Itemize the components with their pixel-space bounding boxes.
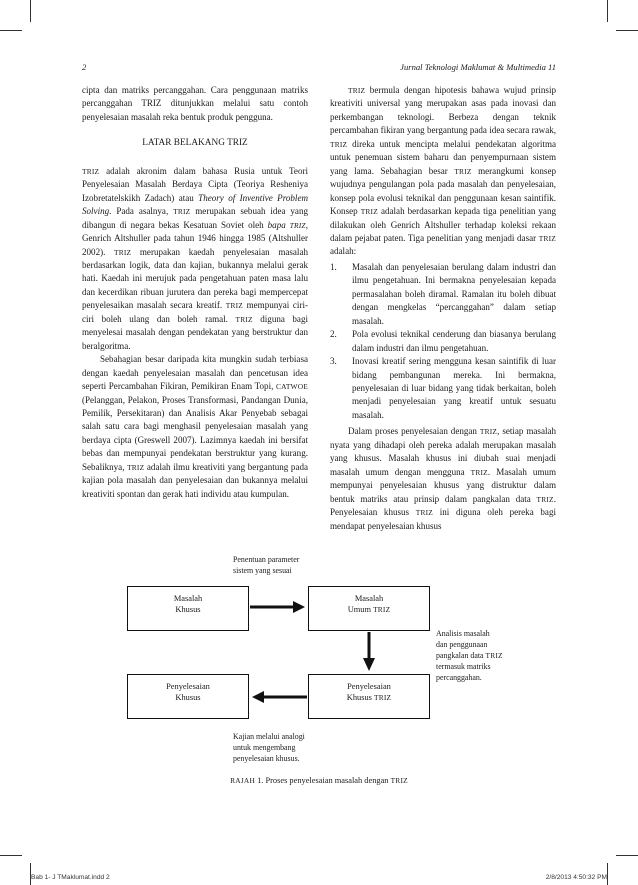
note-analisis: [436, 628, 503, 683]
intro-paragraph: cipta dan matriks percanggahan. Cara penggunaan matriks percanggahan TRIZ ditunjukkan melalui satu contoh penyelesaian masalah reka bentuk produk pengguna.: [82, 85, 308, 122]
acronym: TRIZ: [235, 314, 253, 324]
text-run: , setiap masalah nyata yang dihadapi oleh pereka adalah merupakan masalah yang khusus. Masalah khusus ini diubah suai menjadi masalah umum dengan mengguna: [330, 426, 557, 477]
acronym: TRIZ: [330, 139, 348, 149]
text-run: merangkumi konsep wujudnya pengulangan pola pada masalah dan penyelesaian, konsep pola evolusi teknikal dan penggunaan kesan saintifik. Konsep: [330, 165, 556, 217]
text-run: . Masalah umum mempunyai penyelesaian khusus yang distruktur dalam bentuk matriks atau prinsip dalam pangkalan data: [330, 466, 556, 504]
note-line: dan penggunaan: [436, 640, 488, 649]
arrow-down: [363, 632, 375, 671]
figure-caption: [0, 776, 638, 785]
text-run: adalah akronim dalam bahasa Rusia untuk Teori Penyelesaian Masalah Berdaya Cipta (Teoriya Resheniya Izobretatelskikh Zadach) atau: [82, 165, 308, 203]
acronym: TRIZ: [173, 207, 191, 217]
acronym: TRIZ: [82, 166, 100, 176]
slug-filename: Bab 1- J TMaklumat.indd 2: [31, 874, 110, 881]
text-run: mempunyai ciri-ciri boleh ulang dan boleh ramal.: [82, 300, 308, 324]
box-line: Penyelesaian: [347, 682, 391, 691]
note-kajian: [233, 731, 305, 764]
text-run: bapa: [267, 219, 286, 230]
box-line: Masalah: [354, 594, 384, 603]
box-line: Khusus: [175, 693, 201, 702]
section-heading: LATAR BELAKANG TRIZ: [142, 138, 248, 149]
note-line: termasuk matriks: [436, 662, 491, 671]
text-run: , Genrich Altshuller pada tahun 1946 hingga 1985 (Altshuller 2002).: [82, 219, 308, 257]
acronym: TRIZ: [536, 494, 554, 504]
acronym: TRIZ: [225, 301, 243, 311]
acronym: TRIZ: [374, 693, 392, 702]
acronym: TRIZ: [479, 427, 498, 437]
text-run: direka untuk mencipta melalui pendekatan algoritma untuk penemuan sistem baharu dan penyempurnaan sistem yang lama. Sebahagian besar: [330, 138, 556, 176]
list-text: Inovasi kreatif sering mengguna kesan saintifik di luar bidang pembangunan mereka. Ini bermakna, penyelesaian di luar bidang yang tidak berkaitan, boleh menjadi penyelesaian yang kreatif untuk sesuatu masalah.: [352, 356, 556, 420]
text-run: Theory of Inventive Problem Solving: [82, 192, 308, 217]
page-number: 2: [82, 62, 87, 72]
note-line: [436, 650, 503, 661]
acronym: TRIZ: [415, 508, 434, 518]
text-run: merupakan kaedah penyelesaian masalah berdasarkan logik, data dan kajian, bukannya melalui gerak hati. Kaedah ini merujuk pada pengetahuan paten masa lalu dan kecerdikan ribuan jurutera dan pereka bagi mempercepat penyelesaikan masalah secara kreatif.: [82, 246, 308, 311]
list-text: Masalah dan penyelesaian berulang dalam industri dan ilmu pengetahuan. Ini bermakna penyelesaian kepada permasalahan boleh diramal. Ramalan itu boleh dibuat dengan mengkelas “percanggahan” dalam setiap masalah.: [352, 261, 556, 326]
text-run: . Penyelesaian khusus: [330, 493, 556, 518]
list-number: 2.: [330, 329, 337, 340]
acronym: TRIZ: [289, 220, 306, 230]
acronym: TRIZ: [470, 467, 488, 477]
text-run: bermula dengan hipotesis bahawa wujud prinsip kreativiti universal yang merupakan asas pada inovasi dan perkembangan teknologi. Berbeza dengan teknik percambahan fikiran yang bergantung pada idea secara rawak,: [330, 85, 556, 136]
list-number: 3.: [330, 356, 337, 367]
text-run: . Pada asalnya,: [109, 206, 174, 217]
text-run: adalah:: [330, 246, 357, 257]
text-run: 1. Proses penyelesaian masalah dengan: [255, 776, 391, 785]
box-line: Khusus: [175, 605, 201, 614]
text-run: Sebahagian besar daripada kita mungkin sudah terbiasa dengan kaedah penyelesaian masalah dan pencetusan idea seperti Percambahan Fikiran, Pemikiran Enam Topi,: [82, 354, 308, 392]
text-run: pangkalan data: [436, 651, 486, 660]
acronym: TRIZ: [373, 605, 391, 614]
acronym: TRIZ: [348, 86, 366, 95]
acronym: CATWOE: [276, 382, 308, 392]
note-line: Kajian melalui analogi: [233, 732, 305, 741]
note-line: percanggahan.: [436, 673, 482, 682]
slug-datetime: 2/8/2013 4:50:32 PM: [545, 874, 607, 881]
text-run: merupakan sebuah idea yang dibangun di negara bekas Kesatuan Soviet oleh: [82, 206, 308, 230]
list-number: 1.: [330, 261, 337, 272]
box-line: Penyelesaian: [166, 682, 210, 691]
note-line: penyelesaian khusus.: [233, 754, 300, 763]
note-line: Penentuan parameter: [233, 555, 300, 564]
arrow-right: [250, 601, 305, 613]
text-run: ini diguna oleh pereka bagi mendapat penyelesaian khusus: [330, 507, 556, 531]
acronym: TRIZ: [454, 166, 472, 176]
box-line: Masalah: [173, 594, 203, 603]
acronym: TRIZ: [114, 247, 132, 257]
text-run: Khusus: [346, 693, 374, 702]
text-run: adalah ilmu kreativiti yang bergantung pada kajian pola masalah dan penyelesaian dan bukannya melalui kreativiti spontan dan gerak hati individu atau kumpulan.: [82, 461, 308, 499]
text-run: Dalam proses penyelesaian dengan: [348, 426, 480, 437]
text-run: diguna bagi menyelesai masalah dengan pendekatan yang berstruktur dan beralgoritma.: [82, 313, 308, 351]
text-run: Umum: [347, 605, 374, 614]
acronym: RAJAH: [230, 776, 255, 785]
acronym: TRIZ: [127, 462, 145, 472]
acronym: TRIZ: [485, 651, 503, 660]
note-line: untuk mengembang: [233, 743, 296, 752]
arrow-left: [252, 691, 307, 703]
acronym: TRIZ: [360, 207, 378, 217]
acronym: TRIZ: [390, 776, 408, 785]
journal-title: Jurnal Teknologi Maklumat & Multimedia 11: [400, 62, 556, 72]
text-run: adalah berdasarkan kepada tiga penelitian yang dilakukan oleh Genrich Altshuller terhadap koleksi rekaan dalam pejabat paten. Tiga penelitian yang menjadi dasar: [330, 206, 556, 243]
note-line: Analisis masalah: [436, 629, 490, 638]
note-line: sistem yang sesuai: [233, 566, 292, 575]
acronym: TRIZ: [538, 233, 556, 243]
list-text: Pola evolusi teknikal cenderung dan biasanya berulang dalam industri dan ilmu pengetahuan.: [352, 329, 556, 353]
text-run: (Pelanggan, Pelakon, Proses Transformasi, Pandangan Dunia, Pemilik, Persekitaran) dan Analisis Akar Penyebab sebagai salah satu cara bagi menghasil penyelesaian masalah yang berdaya cipta (Greswell 2007). Lazimnya kaedah ini bersifat bebas dan mempunyai pendekatan berstruktur yang kurang. Sebaliknya,: [82, 394, 308, 472]
